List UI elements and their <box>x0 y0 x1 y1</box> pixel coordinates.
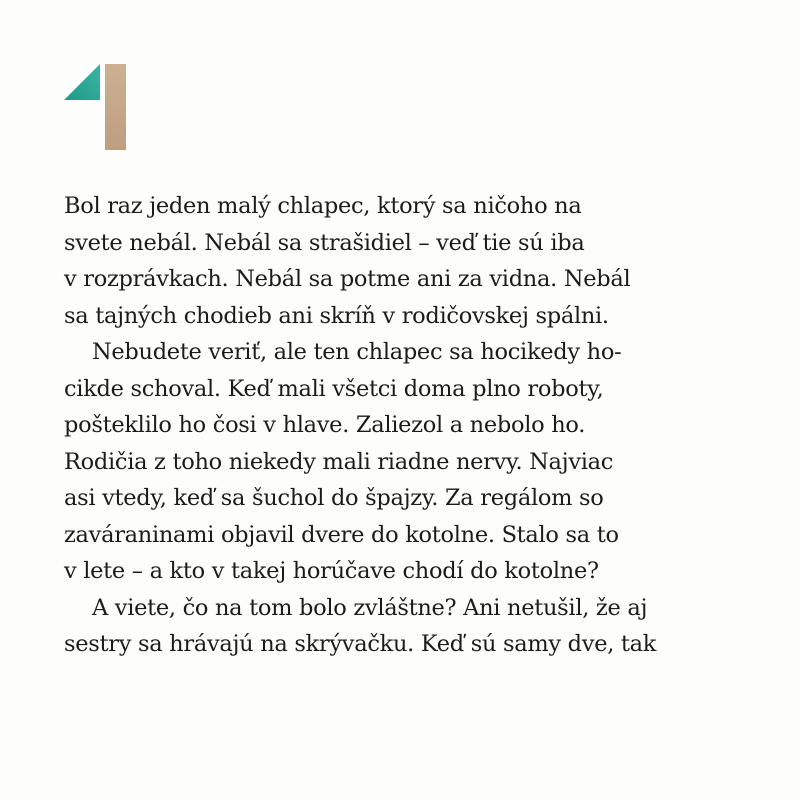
text-line: pošteklilo ho čosi v hlave. Zaliezol a nebolo ho. <box>64 412 586 438</box>
text-line: sestry sa hrávajú na skrývačku. Keď sú samy dve, tak <box>64 631 657 657</box>
chapter-number-graphic <box>64 64 126 150</box>
text-line: v rozprávkach. Nebál sa potme ani za vidna. Nebál <box>64 266 631 292</box>
text-line: v lete – a kto v takej horúčave chodí do kotolne? <box>64 558 599 584</box>
text-line-paragraph-start: Nebudete veriť, ale ten chlapec sa hocikedy ho- <box>92 339 622 365</box>
text-line-paragraph-start: A viete, čo na tom bolo zvláštne? Ani netušil, že aj <box>92 594 648 621</box>
chapter-number-triangle <box>64 64 100 100</box>
chapter-one-icon <box>64 64 126 150</box>
text-line: Rodičia z toho niekedy mali riadne nervy. Najviac <box>64 448 614 475</box>
chapter-number-bar <box>105 64 126 150</box>
story-text <box>64 188 744 663</box>
text-line: svete nebál. Nebál sa strašidiel – veď tie sú iba <box>64 229 585 256</box>
text-line: cikde schoval. Keď mali všetci doma plno roboty, <box>64 375 604 402</box>
text-line: sa tajných chodieb ani skríň v rodičovskej spálni. <box>64 302 609 329</box>
text-line: Bol raz jeden malý chlapec, ktorý sa ničoho na <box>64 193 582 219</box>
text-line: asi vtedy, keď sa šuchol do špajzy. Za regálom so <box>64 485 604 511</box>
text-line: zaváraninami objavil dvere do kotolne. Stalo sa to <box>64 521 619 548</box>
